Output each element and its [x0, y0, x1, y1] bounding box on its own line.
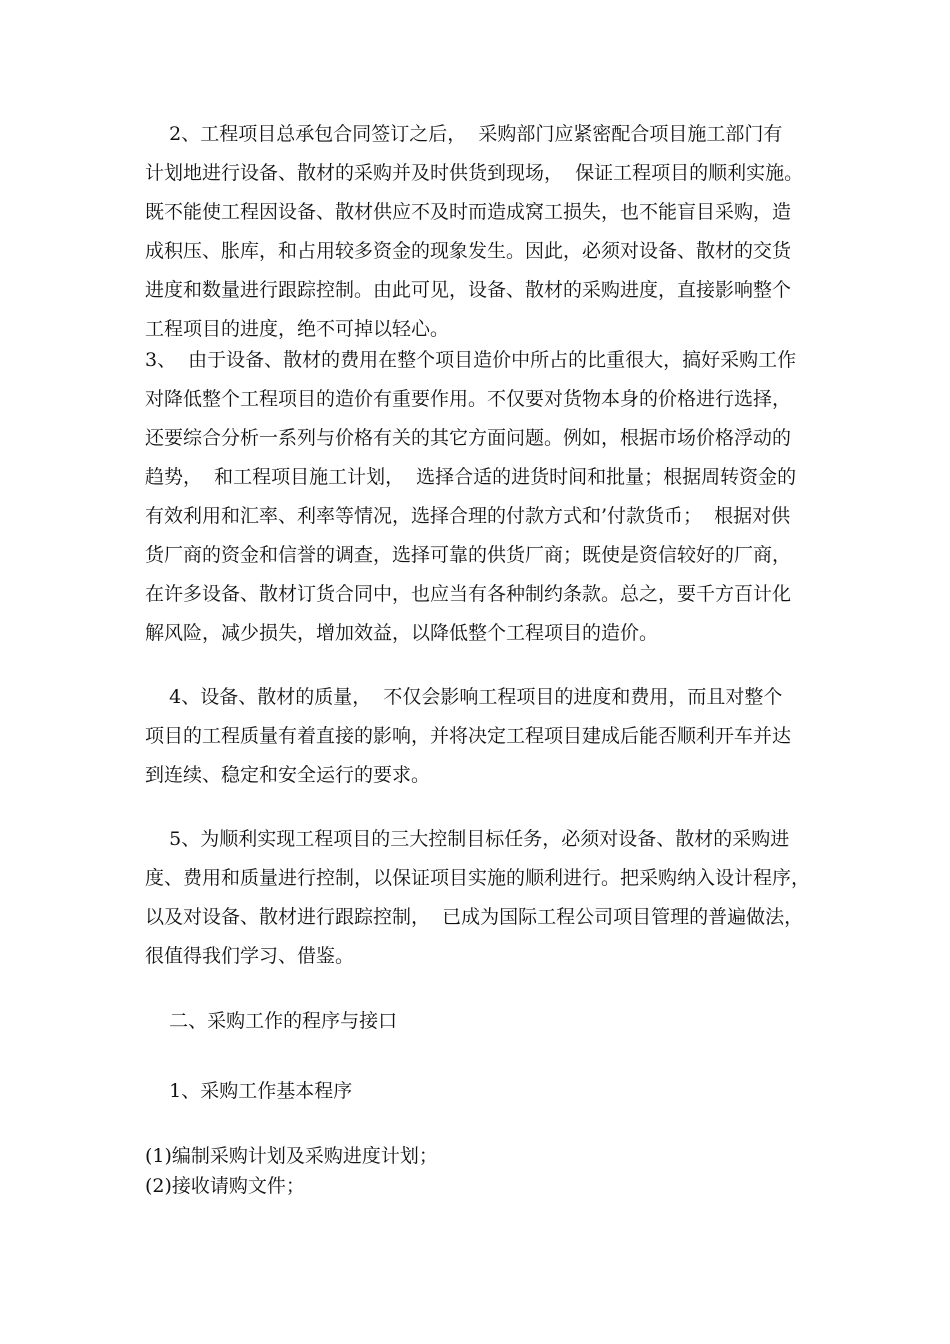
paragraph-line: 项目的工程质量有着直接的影响，并将决定工程项目建成后能否顺利开车并达 [145, 725, 792, 747]
paragraph-line: 既不能使工程因设备、散材供应不及时而造成窝工损失，也不能盲目采购，造 [145, 201, 792, 223]
paragraph-line: 解风险，减少损失，增加效益，以降低整个工程项目的造价。 [145, 622, 659, 644]
paragraph-line: 进度和数量进行跟踪控制。由此可见，设备、散材的采购进度，直接影响整个 [145, 279, 792, 301]
paragraph-line: 很值得我们学习、借鉴。 [145, 945, 355, 967]
list-item: (1)编制采购计划及采购进度计划； [145, 1145, 438, 1167]
paragraph-line: 货厂商的资金和信誉的调查，选择可靠的供货厂商；既使是资信较好的厂商， [145, 544, 792, 566]
paragraph-line: 以及对设备、散材进行跟踪控制， 已成为国际工程公司项目管理的普遍做法， [145, 906, 804, 928]
paragraph-line: 3、 由于设备、散材的费用在整个项目造价中所占的比重很大，搞好采购工作 [145, 349, 797, 371]
paragraph-line: 趋势， 和工程项目施工计划， 选择合适的进货时间和批量；根据周转资金的 [145, 466, 797, 488]
paragraph-line: 有效利用和汇率、利率等情况，选择合理的付款方式和’付款货币； 根据对供 [145, 505, 791, 527]
paragraph-line: 计划地进行设备、散材的采购并及时供货到现场， 保证工程项目的顺利实施。 [145, 162, 804, 184]
paragraph-line: 2、工程项目总承包合同签订之后， 采购部门应紧密配合项目施工部门有 [145, 123, 783, 145]
paragraph-line: 到连续、稳定和安全运行的要求。 [145, 764, 431, 786]
paragraph-line: 4、设备、散材的质量， 不仅会影响工程项目的进度和费用，而且对整个 [145, 686, 783, 708]
paragraph-line: 对降低整个工程项目的造价有重要作用。不仅要对货物本身的价格进行选择， [145, 388, 792, 410]
paragraph-line: 在许多设备、散材订货合同中，也应当有各种制约条款。总之，要千方百计化 [145, 583, 792, 605]
list-item: (2)接收请购文件； [145, 1175, 305, 1197]
subsection-heading: 1、采购工作基本程序 [145, 1080, 353, 1102]
paragraph-line: 成积压、胀库，和占用较多资金的现象发生。因此，必须对设备、散材的交货 [145, 240, 792, 262]
paragraph-line: 度、费用和质量进行控制，以保证项目实施的顺利进行。把采购纳入设计程序， [145, 867, 811, 889]
paragraph-line: 工程项目的进度，绝不可掉以轻心。 [145, 318, 450, 340]
section-heading: 二、采购工作的程序与接口 [145, 1010, 398, 1032]
paragraph-line: 5、为顺利实现工程项目的三大控制目标任务，必须对设备、散材的采购进 [145, 828, 790, 850]
paragraph-line: 还要综合分析一系列与价格有关的其它方面问题。例如，根据市场价格浮动的 [145, 427, 792, 449]
